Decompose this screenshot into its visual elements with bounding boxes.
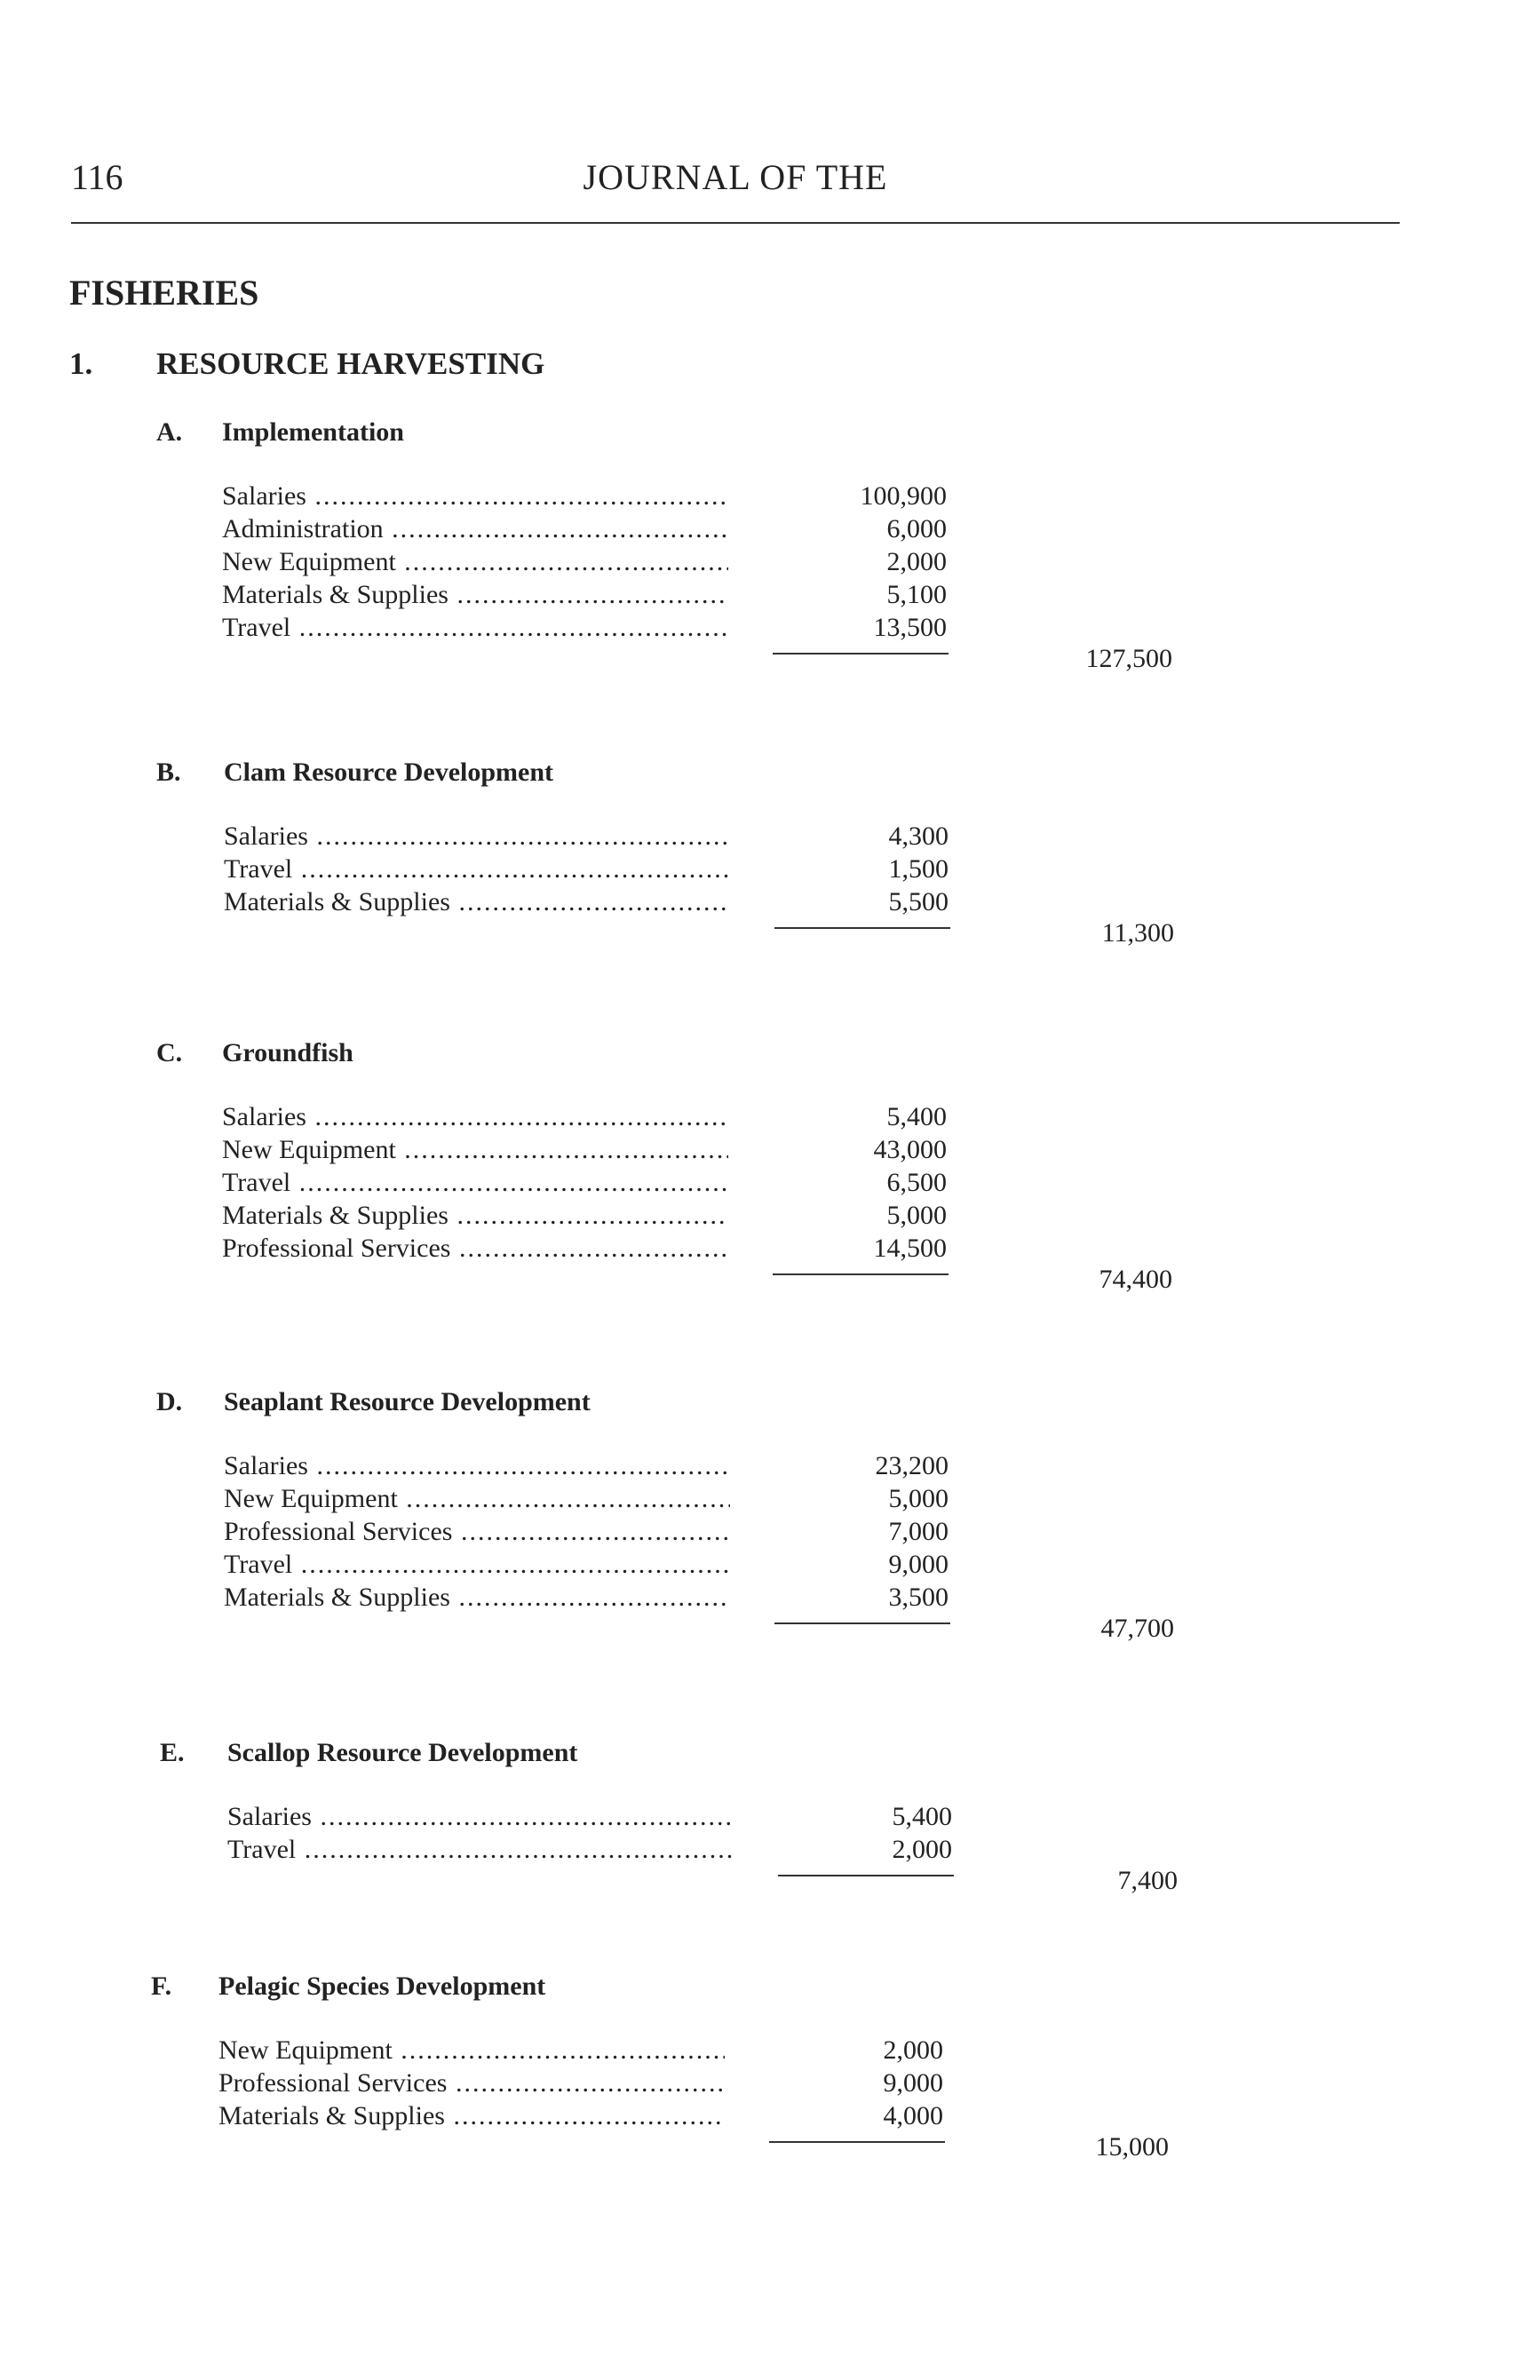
line-item-amount: 1,500 <box>888 854 949 884</box>
line-item-amount: 5,400 <box>892 1802 952 1831</box>
line-item-label: Salaries ..... <box>227 1802 734 1832</box>
line-item <box>224 821 949 855</box>
line-item <box>222 547 947 581</box>
line-item-label: Travel ..... <box>222 613 728 643</box>
line-item <box>224 1451 949 1485</box>
line-item <box>218 2068 943 2102</box>
line-item-label: Travel ..... <box>224 854 730 885</box>
line-item-label: Travel ..... <box>224 1550 730 1580</box>
line-item-amount: 6,000 <box>886 514 947 543</box>
line-item-amount: 5,100 <box>886 580 947 609</box>
line-item-amount: 100,900 <box>860 481 947 511</box>
division-title: RESOURCE HARVESTING <box>156 346 545 381</box>
line-item-label: New Equipment ..... <box>224 1484 730 1514</box>
page-number: 116 <box>71 157 123 197</box>
line-item <box>224 887 949 921</box>
department-heading: FISHERIES <box>69 273 259 313</box>
section-letter: D. <box>156 1387 183 1416</box>
line-item-amount: 5,000 <box>886 1201 947 1230</box>
line-item-amount: 43,000 <box>873 1135 947 1164</box>
line-item-amount: 4,300 <box>888 821 949 851</box>
line-item <box>222 1234 947 1267</box>
section-letter: C. <box>156 1038 183 1067</box>
line-item-amount: 23,200 <box>875 1451 949 1480</box>
line-item-amount: 2,000 <box>886 547 947 576</box>
line-item-amount: 5,500 <box>888 887 949 916</box>
section-total: 7,400 <box>1117 1866 1178 1895</box>
line-item <box>218 2101 943 2135</box>
section-title: Seaplant Resource Development <box>224 1387 591 1416</box>
line-item-amount: 9,000 <box>888 1550 949 1579</box>
line-item <box>222 580 947 614</box>
section-letter: B. <box>156 758 181 787</box>
line-item-label: Professional Services ..... <box>224 1517 730 1547</box>
line-item <box>222 613 947 647</box>
line-item-label: Materials & Supplies ..... <box>224 1583 730 1613</box>
section-title: Implementation <box>222 417 404 447</box>
line-item-label: New Equipment ..... <box>218 2035 725 2066</box>
subtotal-rule <box>778 1875 954 1876</box>
line-item-amount: 5,400 <box>886 1102 947 1131</box>
line-item <box>218 2035 943 2069</box>
line-item-label: Salaries ..... <box>224 1451 730 1481</box>
section-title: Pelagic Species Development <box>218 1971 546 2001</box>
line-item <box>224 1517 949 1551</box>
line-item-amount: 14,500 <box>873 1234 947 1263</box>
line-item-amount: 3,500 <box>888 1583 949 1612</box>
line-item <box>224 1484 949 1518</box>
line-item <box>222 481 947 515</box>
section-letter: A. <box>156 417 183 447</box>
line-item-label: Salaries ..... <box>222 481 728 512</box>
subtotal-rule <box>773 653 949 654</box>
line-item-label: New Equipment ..... <box>222 1135 728 1165</box>
section-total: 15,000 <box>1095 2132 1169 2162</box>
line-item-amount: 6,500 <box>886 1168 947 1197</box>
line-item-amount: 13,500 <box>873 613 947 642</box>
line-item-amount: 2,000 <box>883 2035 943 2065</box>
subtotal-rule <box>774 1622 950 1624</box>
subtotal-rule <box>773 1273 949 1275</box>
line-item <box>222 1201 947 1234</box>
section-total: 47,700 <box>1100 1614 1174 1643</box>
line-item <box>222 1135 947 1169</box>
line-item <box>222 1102 947 1136</box>
line-item <box>227 1835 952 1868</box>
line-item-label: Salaries ..... <box>222 1102 728 1132</box>
line-item <box>222 514 947 548</box>
section-title: Clam Resource Development <box>224 758 554 787</box>
line-item-label: Travel ..... <box>227 1835 734 1865</box>
line-item-label: Professional Services ..... <box>218 2068 725 2098</box>
line-item-label: Materials & Supplies ..... <box>222 1201 728 1231</box>
subtotal-rule <box>774 927 950 929</box>
line-item-label: Professional Services ..... <box>222 1234 728 1264</box>
division-number: 1. <box>69 346 93 381</box>
line-item-label: Travel ..... <box>222 1168 728 1198</box>
subtotal-rule <box>769 2141 945 2143</box>
line-item-label: Materials & Supplies ..... <box>222 580 728 610</box>
line-item-label: Materials & Supplies ..... <box>224 887 730 917</box>
section-title: Scallop Resource Development <box>227 1738 578 1767</box>
line-item <box>224 1550 949 1583</box>
section-total: 74,400 <box>1099 1265 1172 1294</box>
line-item <box>222 1168 947 1202</box>
line-item-amount: 9,000 <box>883 2068 943 2098</box>
line-item-amount: 2,000 <box>892 1835 952 1864</box>
line-item-label: New Equipment ..... <box>222 547 728 577</box>
line-item-amount: 7,000 <box>888 1517 949 1546</box>
section-total: 127,500 <box>1085 644 1172 673</box>
line-item-label: Administration ..... <box>222 514 728 544</box>
section-letter: E. <box>160 1738 185 1767</box>
line-item <box>224 1583 949 1616</box>
line-item <box>227 1802 952 1836</box>
section-total: 11,300 <box>1101 918 1174 948</box>
line-item-amount: 4,000 <box>883 2101 943 2130</box>
line-item-label: Salaries ..... <box>224 821 730 852</box>
section-title: Groundfish <box>222 1038 353 1067</box>
section-letter: F. <box>151 1971 172 2001</box>
line-item <box>224 854 949 888</box>
line-item-label: Materials & Supplies ..... <box>218 2101 725 2131</box>
line-item-amount: 5,000 <box>888 1484 949 1513</box>
running-head: JOURNAL OF THE <box>583 157 888 197</box>
page-header <box>71 156 1400 224</box>
